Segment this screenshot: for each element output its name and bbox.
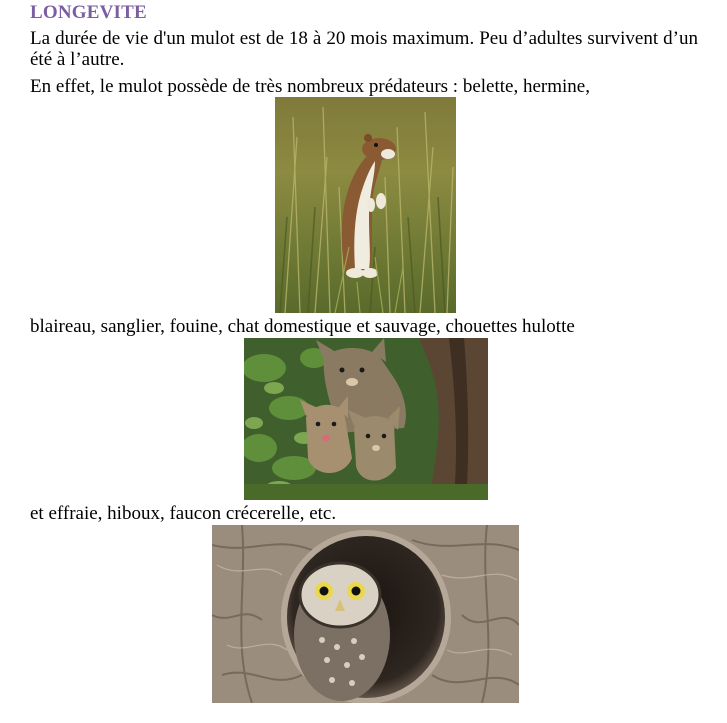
stoat-photo [275,97,456,313]
paragraph-predators-continued: blaireau, sanglier, fouine, chat domestique et sauvage, chouettes hulotte [30,316,575,337]
paragraph-predators-intro: En effet, le mulot possède de très nombreux prédateurs : belette, hermine, [30,76,590,97]
wildcat-kittens-photo [244,338,488,500]
paragraph-lifespan: La durée de vie d'un mulot est de 18 à 20 mois maximum. Peu d’adultes survivent d’un été à l’autre. [30,28,698,70]
owl-photo [212,525,519,703]
paragraph-predators-end: et effraie, hiboux, faucon crécerelle, etc. [30,503,337,524]
section-heading: LONGEVITE [30,2,147,23]
